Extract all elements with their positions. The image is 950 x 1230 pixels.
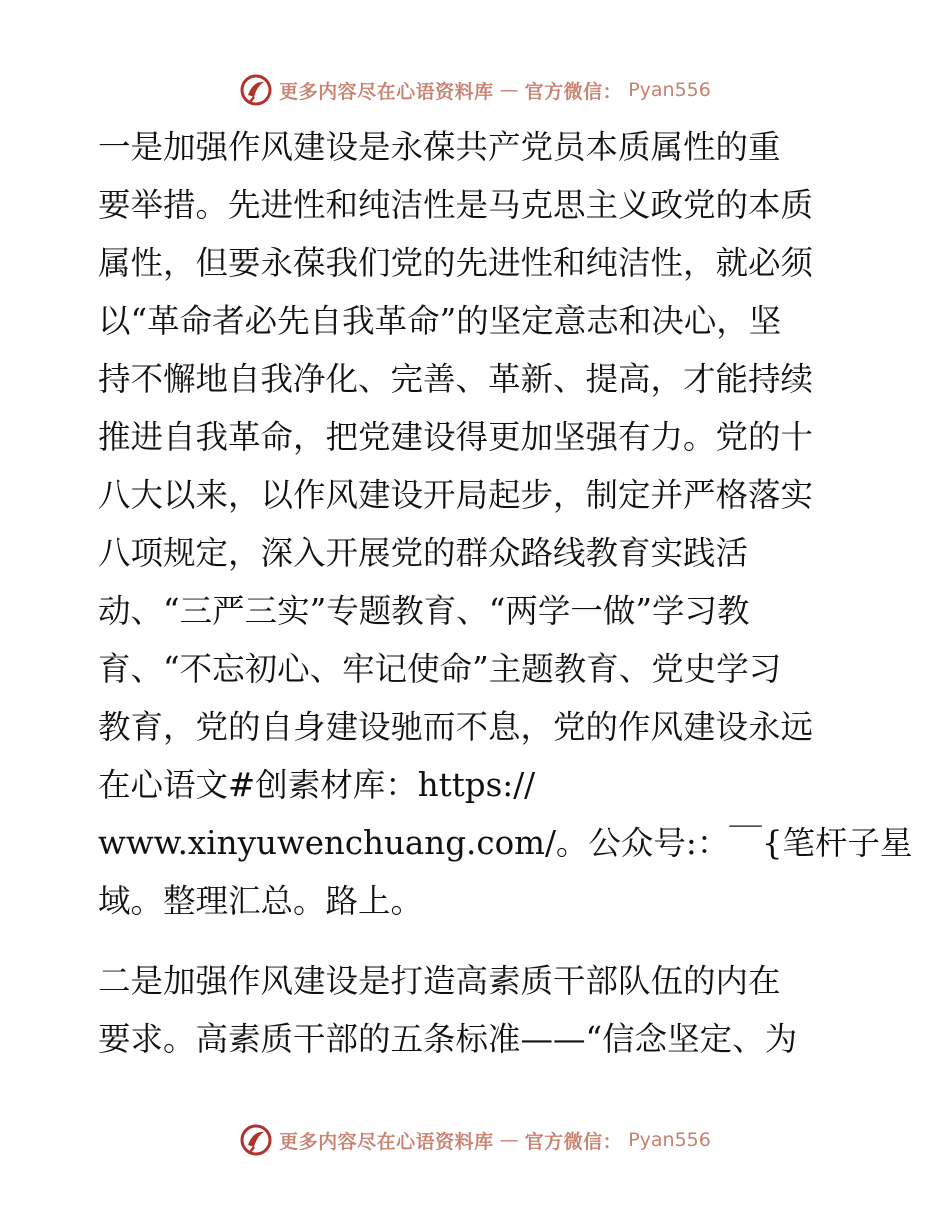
text-line: 育、“不忘初心、牢记使命”主题教育、党史学习 xyxy=(98,650,782,688)
text-line: 在心语文#创素材库：https:// xyxy=(98,766,536,804)
text-line: 推进自我革命，把党建设得更加坚强有力。党的十 xyxy=(98,418,814,456)
banner-main-text: 更多内容尽在心语资料库 xyxy=(279,1130,494,1153)
paragraph-spacer xyxy=(98,930,858,952)
text-line: 八项规定，深入开展党的群众路线教育实践活 xyxy=(98,534,749,572)
banner-wechat-label: 官方微信： xyxy=(524,1130,623,1153)
text-line: 持不懈地自我净化、完善、革新、提高，才能持续 xyxy=(98,360,814,398)
logo-icon xyxy=(239,73,273,107)
document-body xyxy=(98,118,913,1068)
text-line: 域。整理汇总。路上。 xyxy=(98,882,424,920)
text-line: 八大以来，以作风建设开局起步，制定并严格落实 xyxy=(98,476,814,514)
text-line: 要举措。先进性和纯洁性是马克思主义政党的本质 xyxy=(98,186,814,224)
banner-separator: — xyxy=(499,79,519,101)
text-line-url: www.xinyuwenchuang.com/。公众号:：￣{笔杆子星 xyxy=(98,824,913,862)
paragraph-1 xyxy=(98,118,913,930)
text-line: 二是加强作风建设是打造高素质干部队伍的内在 xyxy=(98,962,781,1000)
header-watermark-banner xyxy=(0,70,950,110)
text-line: 动、“三严三实”专题教育、“两学一做”学习教 xyxy=(98,592,750,630)
footer-watermark-banner xyxy=(0,1120,950,1160)
text-line: 以“革命者必先自我革命”的坚定意志和决心，坚 xyxy=(98,302,782,340)
banner-separator: — xyxy=(499,1129,519,1151)
paragraph-2 xyxy=(98,952,858,1068)
banner-main-text: 更多内容尽在心语资料库 xyxy=(279,80,494,103)
banner-wechat-id: Pyan556 xyxy=(628,1129,711,1151)
text-line: 一是加强作风建设是永葆共产党员本质属性的重 xyxy=(98,128,781,166)
banner-wechat-id: Pyan556 xyxy=(628,79,711,101)
text-line: 要求。高素质干部的五条标准——“信念坚定、为 xyxy=(98,1020,798,1058)
text-line: 教育，党的自身建设驰而不息，党的作风建设永远 xyxy=(98,708,814,746)
logo-icon xyxy=(239,1123,273,1157)
text-line: 属性，但要永葆我们党的先进性和纯洁性，就必须 xyxy=(98,244,814,282)
banner-wechat-label: 官方微信： xyxy=(524,80,623,103)
